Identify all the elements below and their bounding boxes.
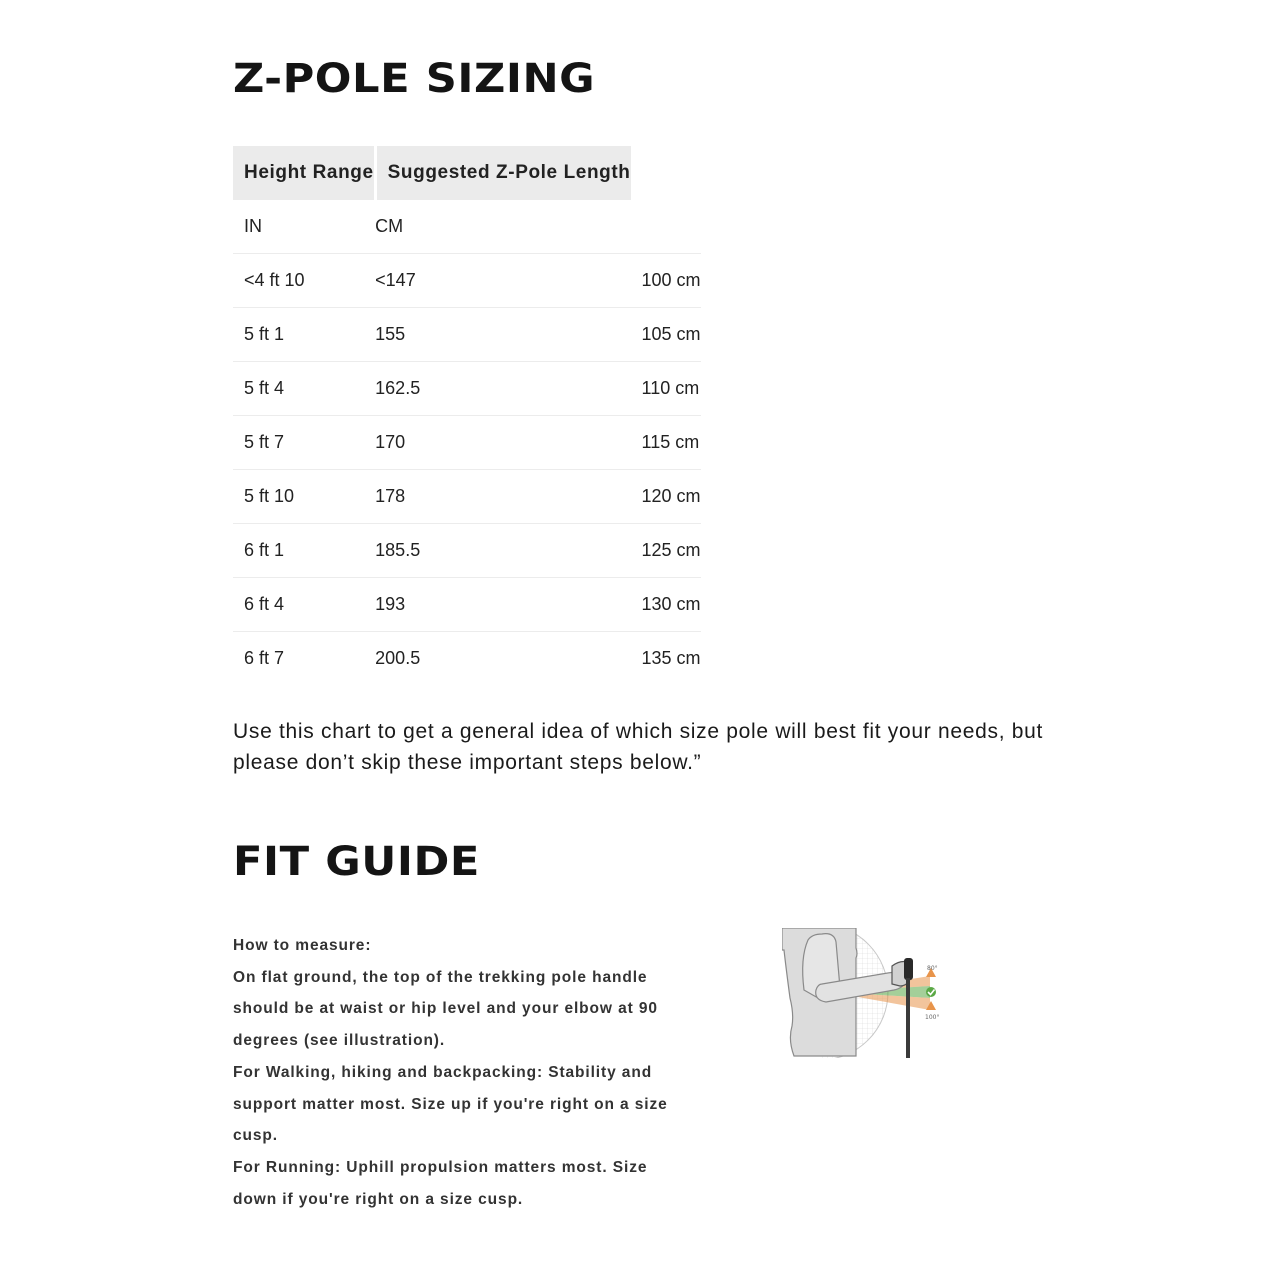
sizing-table [233, 146, 701, 685]
fit-paragraph-walking: For Walking, hiking and backpacking: Stability and support matter most. Size up if you're right on a size cusp. [233, 1063, 668, 1145]
fit-paragraph-flat-ground: On flat ground, the top of the trekking pole handle should be at waist or hip level and your elbow at 90 degrees (see illustration). [233, 968, 658, 1050]
angle-label-bottom: 100° [925, 1014, 940, 1021]
height-in-cell: 5 ft 1 [233, 308, 375, 362]
height-in-cell: 5 ft 4 [233, 362, 375, 416]
unit-cm-label: CM [375, 200, 630, 254]
unit-in-label: IN [233, 200, 375, 254]
pole-length-cell: 125 cm [631, 524, 701, 578]
trekking-pole [906, 978, 910, 1058]
unit-empty-cell [631, 200, 701, 254]
pole-length-cell: 135 cm [641, 648, 701, 668]
pole-handle [904, 958, 913, 980]
pole-length-cell: 100 cm [631, 254, 701, 308]
check-icon [926, 987, 936, 997]
pole-length-cell: 130 cm [631, 578, 701, 632]
height-cm-cell: 170 [375, 416, 630, 470]
height-cm-cell: 193 [375, 578, 630, 632]
pole-length-cell: 105 cm [631, 308, 701, 362]
height-cm-cell: 155 [375, 308, 630, 362]
fit-paragraph-running: For Running: Uphill propulsion matters most. Size down if you're right on a size cusp. [233, 1158, 648, 1208]
height-cm-cell: 200.5 [375, 648, 421, 668]
pole-length-cell: 110 cm [631, 362, 701, 416]
table-row [233, 632, 701, 686]
table-header-row [233, 146, 701, 200]
height-cm-cell: 185.5 [375, 524, 630, 578]
height-in-cell: 6 ft 4 [233, 578, 375, 632]
elbow-angle-illustration [782, 928, 944, 1058]
sizing-note: Use this chart to get a general idea of which size pole will best fit your needs, but please don’t skip these important steps below.” [233, 720, 1044, 774]
fit-guide-text [233, 930, 673, 1215]
table-row [233, 308, 701, 362]
height-in-cell: 6 ft 7 [244, 648, 285, 668]
angle-label-top: 80° [927, 965, 938, 972]
table-row [233, 470, 701, 524]
sizing-table-body [233, 200, 701, 685]
height-in-cell: 5 ft 7 [233, 416, 375, 470]
height-cm-cell: 162.5 [375, 362, 630, 416]
height-in-cell: 5 ft 10 [233, 470, 375, 524]
units-row [233, 200, 701, 254]
suggested-length-header: Suggested Z-Pole Length [375, 146, 630, 200]
table-row [233, 362, 701, 416]
height-cm-cell: 178 [375, 470, 630, 524]
pole-length-cell: 115 cm [631, 416, 701, 470]
table-row [233, 254, 701, 308]
height-range-header: Height Range [233, 146, 375, 200]
height-cm-cell: <147 [375, 254, 630, 308]
table-row [233, 578, 701, 632]
table-row [233, 416, 701, 470]
how-to-measure-label: How to measure: [233, 937, 372, 954]
fit-guide-title: FIT GUIDE [233, 839, 480, 885]
pole-length-cell: 120 cm [631, 470, 701, 524]
table-row [233, 524, 701, 578]
height-in-cell: 6 ft 1 [233, 524, 375, 578]
sizing-title: Z-POLE SIZING [233, 56, 596, 102]
height-in-cell: <4 ft 10 [233, 254, 375, 308]
